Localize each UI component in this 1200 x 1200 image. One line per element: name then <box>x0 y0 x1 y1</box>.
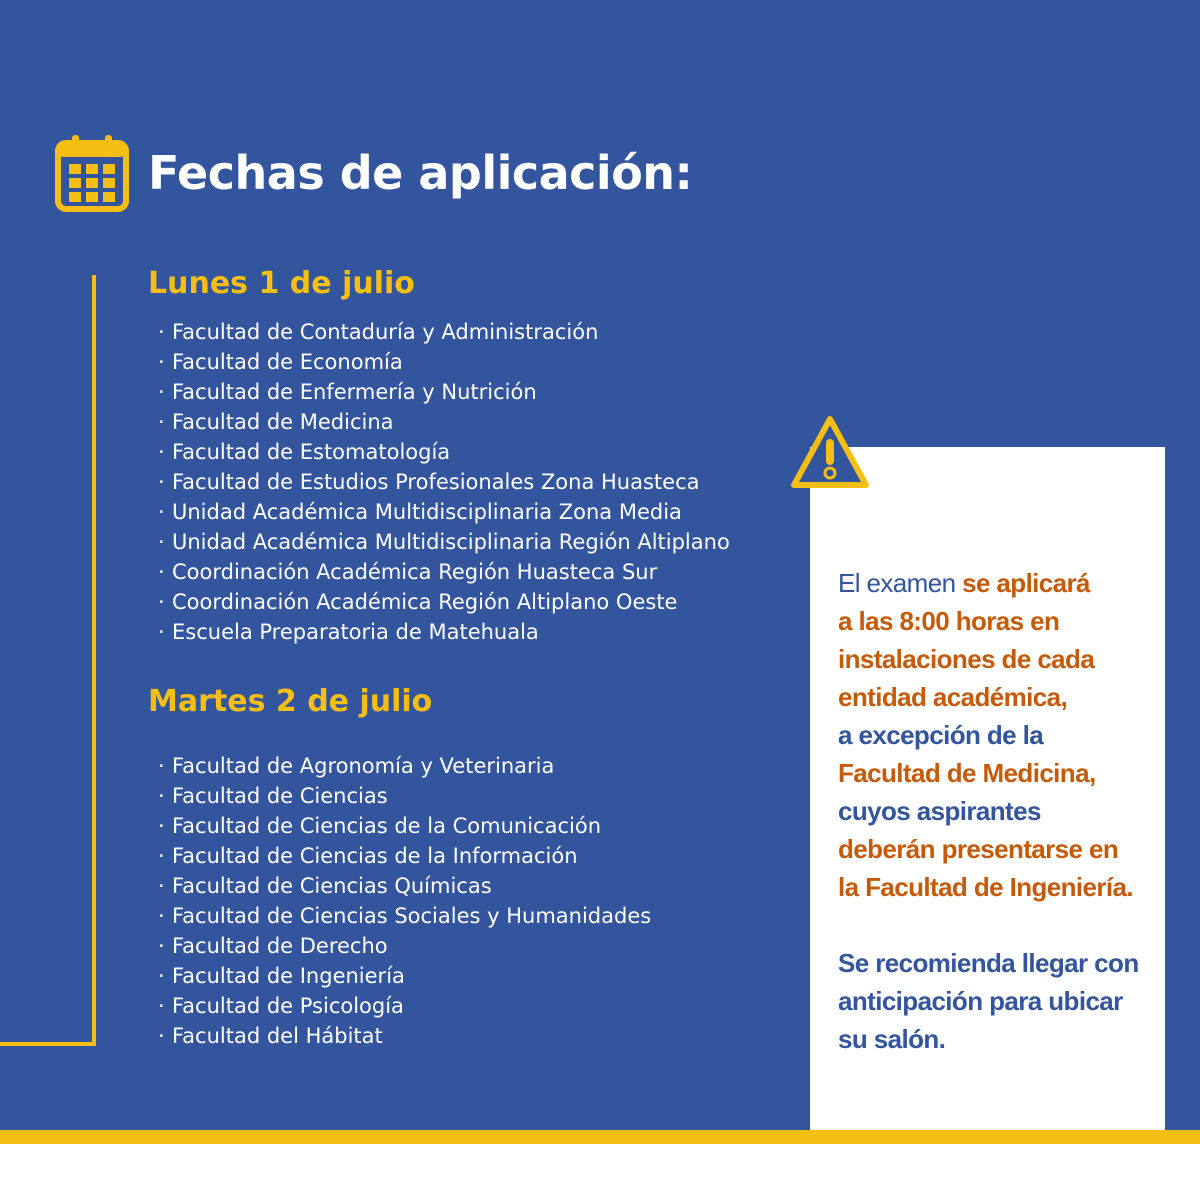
bullet-icon: · <box>158 964 165 988</box>
bullet-icon: · <box>158 560 165 584</box>
recommendation-line: Se recomienda llegar con <box>838 948 1139 978</box>
notice-line: a las 8:00 horas en <box>838 606 1060 636</box>
list-item: · Facultad de Agronomía y Veterinaria <box>158 751 651 781</box>
faculty-list-tuesday <box>158 751 651 1051</box>
list-item: · Facultad de Medicina <box>158 407 730 437</box>
bullet-icon: · <box>158 814 165 838</box>
bullet-icon: · <box>158 440 165 464</box>
list-item: · Facultad de Contaduría y Administración <box>158 317 730 347</box>
list-item: · Facultad de Ciencias de la Comunicación <box>158 811 651 841</box>
bullet-icon: · <box>158 1024 165 1048</box>
bullet-icon: · <box>158 844 165 868</box>
list-item: · Facultad de Psicología <box>158 991 651 1021</box>
notice-line: a excepción de la <box>838 720 1044 750</box>
list-item: · Facultad de Estomatología <box>158 437 730 467</box>
bullet-icon: · <box>158 590 165 614</box>
notice-line: Facultad de Medicina, <box>838 758 1096 788</box>
notice-line: entidad académica, <box>838 682 1068 712</box>
bullet-icon: · <box>158 380 165 404</box>
faculty-list-monday <box>158 317 730 647</box>
bullet-icon: · <box>158 500 165 524</box>
list-item: · Unidad Académica Multidisciplinaria Zona Media <box>158 497 730 527</box>
day-heading-monday: Lunes 1 de julio <box>148 266 415 301</box>
notice-emphasis: se aplicará <box>962 568 1090 598</box>
bullet-icon: · <box>158 994 165 1018</box>
notice-line: cuyos aspirantes <box>838 796 1041 826</box>
list-item: · Facultad de Economía <box>158 347 730 377</box>
notice-line: instalaciones de cada <box>838 644 1095 674</box>
list-item: · Facultad de Enfermería y Nutrición <box>158 377 730 407</box>
list-item: · Facultad de Derecho <box>158 931 651 961</box>
list-item: · Facultad de Ciencias Químicas <box>158 871 651 901</box>
list-item: · Unidad Académica Multidisciplinaria Región Altiplano <box>158 527 730 557</box>
list-item: · Coordinación Académica Región Huasteca Sur <box>158 557 730 587</box>
bullet-icon: · <box>158 754 165 778</box>
list-item: · Facultad del Hábitat <box>158 1021 651 1051</box>
calendar-icon <box>55 134 129 212</box>
bullet-icon: · <box>158 320 165 344</box>
bullet-icon: · <box>158 934 165 958</box>
bullet-icon: · <box>158 530 165 554</box>
list-item: · Facultad de Ciencias Sociales y Humanidades <box>158 901 651 931</box>
bullet-icon: · <box>158 874 165 898</box>
notice-line: deberán presentarse en <box>838 834 1119 864</box>
day-heading-tuesday: Martes 2 de julio <box>148 684 433 719</box>
recommendation-line: anticipación para ubicar <box>838 986 1123 1016</box>
notice-line <box>838 564 1158 602</box>
list-item: · Facultad de Ciencias <box>158 781 651 811</box>
bullet-icon: · <box>158 350 165 374</box>
recommendation-line: su salón. <box>838 1024 946 1054</box>
list-item: · Facultad de Ingeniería <box>158 961 651 991</box>
notice-line: la Facultad de Ingeniería. <box>838 872 1134 902</box>
list-item: · Coordinación Académica Región Altiplano Oeste <box>158 587 730 617</box>
list-item: · Facultad de Estudios Profesionales Zona Huasteca <box>158 467 730 497</box>
footer-white-band <box>0 1144 1200 1200</box>
notice-spacer <box>838 906 1158 944</box>
notice-text <box>838 564 1158 1058</box>
timeline-foot <box>0 1042 96 1046</box>
bullet-icon: · <box>158 620 165 644</box>
bullet-icon: · <box>158 904 165 928</box>
timeline-line <box>92 275 96 1045</box>
list-item: · Escuela Preparatoria de Matehuala <box>158 617 730 647</box>
bullet-icon: · <box>158 410 165 434</box>
bullet-icon: · <box>158 470 165 494</box>
page-title: Fechas de aplicación: <box>148 146 693 200</box>
notice-lead: El examen <box>838 568 963 598</box>
list-item: · Facultad de Ciencias de la Información <box>158 841 651 871</box>
footer-yellow-band <box>0 1130 1200 1144</box>
warning-icon <box>790 413 870 493</box>
bullet-icon: · <box>158 784 165 808</box>
